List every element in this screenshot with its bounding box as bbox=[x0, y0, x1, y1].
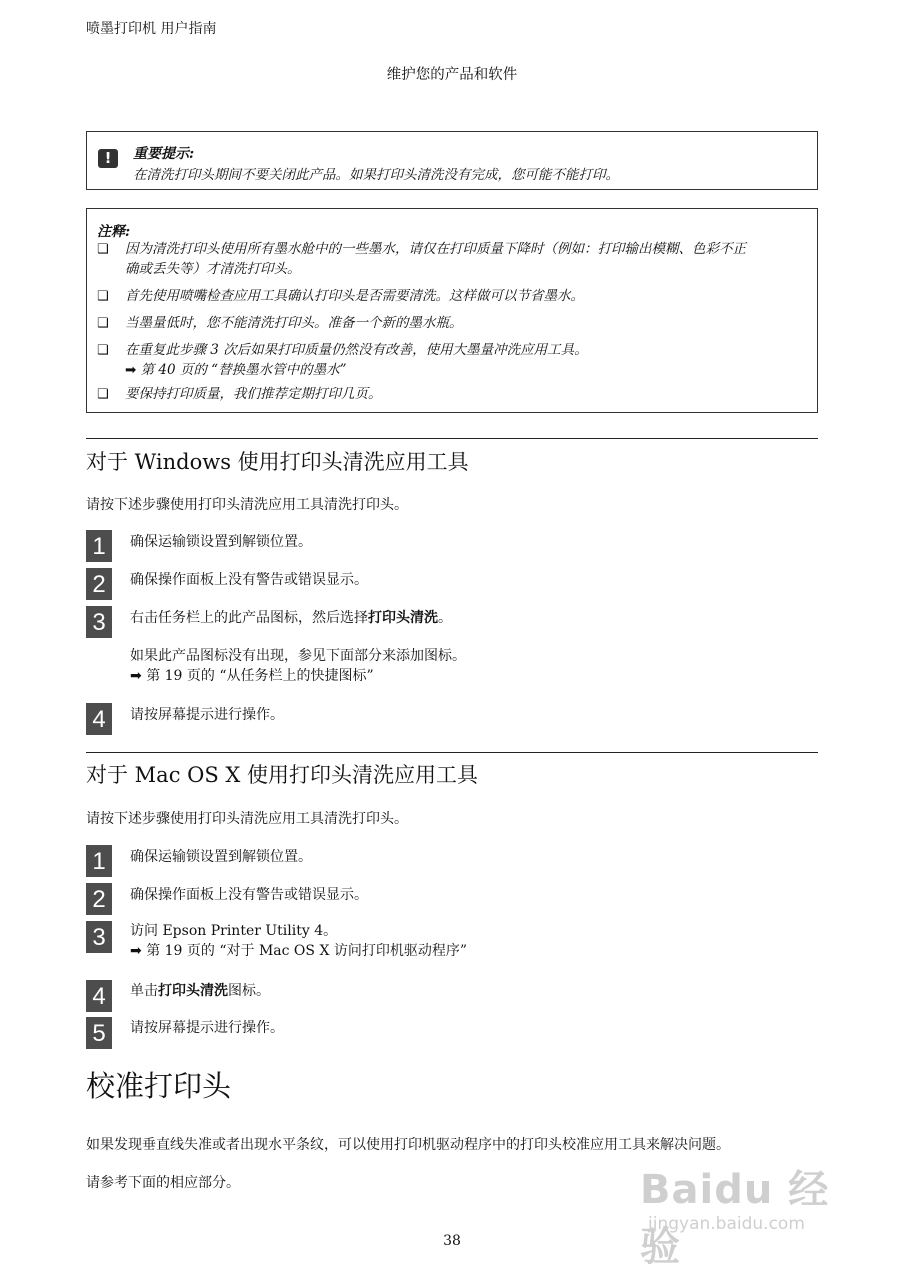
note-item-link-text: 第 40 页的 “替换墨水管中的墨水” bbox=[140, 362, 347, 378]
step-link-text: 第 19 页的 “对于 Mac OS X 访问打印机驱动程序” bbox=[146, 943, 468, 959]
arrow-right-icon: ➡ bbox=[125, 362, 137, 378]
checkbox-icon: ❑ bbox=[97, 289, 109, 304]
watermark bbox=[640, 1150, 860, 1270]
step-link[interactable] bbox=[130, 941, 467, 961]
note-item-text-cont: 确或丢失等）才清洗打印头。 bbox=[125, 261, 301, 277]
step-link[interactable] bbox=[130, 666, 374, 686]
align-heading: 校准打印头 bbox=[86, 1069, 232, 1103]
note-item bbox=[97, 313, 809, 333]
checkbox-icon: ❑ bbox=[97, 242, 109, 257]
note-item-text: 首先使用喷嘴检查应用工具确认打印头是否需要清洗。这样做可以节省墨水。 bbox=[125, 288, 584, 304]
important-text: 在清洗打印头期间不要关闭此产品。如果打印头清洗没有完成，您可能不能打印。 bbox=[133, 167, 619, 183]
step-text: 确保操作面板上没有警告或错误显示。 bbox=[130, 572, 368, 588]
menu-term: 打印头清洗 bbox=[368, 610, 438, 626]
arrow-right-icon: ➡ bbox=[130, 668, 142, 684]
watermark-logo: Baidu 经验 bbox=[640, 1167, 830, 1270]
step-text: 访问 Epson Printer Utility 4。 bbox=[130, 923, 338, 939]
step-text: 确保运输锁设置到解锁位置。 bbox=[130, 534, 312, 550]
section-rule bbox=[86, 438, 818, 439]
note-title: 注释: bbox=[97, 224, 131, 240]
checkbox-icon: ❑ bbox=[97, 387, 109, 402]
step-number: 2 bbox=[86, 883, 112, 915]
step-number: 3 bbox=[86, 921, 112, 953]
note-item-text: 因为清洗打印头使用所有墨水舱中的一些墨水，请仅在打印质量下降时（例如：打印输出模糊、色彩不正 bbox=[125, 241, 746, 257]
windows-heading: 对于 Windows 使用打印头清洗应用工具 bbox=[86, 450, 469, 474]
windows-intro: 请按下述步骤使用打印头清洗应用工具清洗打印头。 bbox=[86, 497, 408, 513]
step-number: 4 bbox=[86, 980, 112, 1012]
step-text: 请按屏幕提示进行操作。 bbox=[130, 1020, 284, 1036]
note-item bbox=[97, 286, 809, 306]
note-item-text: 当墨量低时，您不能清洗打印头。准备一个新的墨水瓶。 bbox=[125, 315, 463, 331]
step-link-text: 第 19 页的 “从任务栏上的快捷图标” bbox=[146, 668, 374, 684]
note-item bbox=[97, 384, 809, 404]
page-number: 38 bbox=[443, 1233, 461, 1249]
note-item bbox=[97, 340, 809, 380]
step-text: 右击任务栏上的此产品图标，然后选择打印头清洗。 bbox=[130, 610, 452, 626]
step-text: 确保操作面板上没有警告或错误显示。 bbox=[130, 887, 368, 903]
menu-term: 打印头清洗 bbox=[158, 983, 228, 999]
mac-intro: 请按下述步骤使用打印头清洗应用工具清洗打印头。 bbox=[86, 811, 408, 827]
step-number: 5 bbox=[86, 1017, 112, 1049]
checkbox-icon: ❑ bbox=[97, 316, 109, 331]
note-item bbox=[97, 239, 809, 279]
note-item-text: 在重复此步骤 3 次后如果打印质量仍然没有改善，使用大墨量冲洗应用工具。 bbox=[125, 342, 588, 358]
step-number: 2 bbox=[86, 568, 112, 600]
step-text: 确保运输锁设置到解锁位置。 bbox=[130, 849, 312, 865]
exclamation-icon: ! bbox=[98, 149, 118, 168]
important-title: 重要提示: bbox=[133, 146, 195, 162]
step-subtext: 如果此产品图标没有出现，参见下面部分来添加图标。 bbox=[130, 648, 466, 664]
section-rule bbox=[86, 752, 818, 753]
arrow-right-icon: ➡ bbox=[130, 943, 142, 959]
note-box bbox=[86, 208, 818, 413]
important-box bbox=[86, 131, 818, 190]
step-number: 4 bbox=[86, 703, 112, 735]
note-item-link[interactable] bbox=[125, 360, 809, 380]
running-header-title: 喷墨打印机 用户指南 bbox=[86, 21, 217, 37]
align-para: 如果发现垂直线失准或者出现水平条纹，可以使用打印机驱动程序中的打印头校准应用工具来解决问题。 bbox=[86, 1137, 730, 1153]
mac-heading: 对于 Mac OS X 使用打印头清洗应用工具 bbox=[86, 763, 479, 787]
checkbox-icon: ❑ bbox=[97, 343, 109, 358]
running-header-section: 维护您的产品和软件 bbox=[386, 67, 518, 83]
step-text: 单击打印头清洗图标。 bbox=[130, 983, 270, 999]
note-item-text: 要保持打印质量，我们推荐定期打印几页。 bbox=[125, 386, 382, 402]
step-number: 3 bbox=[86, 606, 112, 638]
step-text: 请按屏幕提示进行操作。 bbox=[130, 707, 284, 723]
step-number: 1 bbox=[86, 845, 112, 877]
align-para: 请参考下面的相应部分。 bbox=[86, 1175, 240, 1191]
watermark-url: jingyan.baidu.com bbox=[648, 1214, 805, 1234]
step-number: 1 bbox=[86, 530, 112, 562]
